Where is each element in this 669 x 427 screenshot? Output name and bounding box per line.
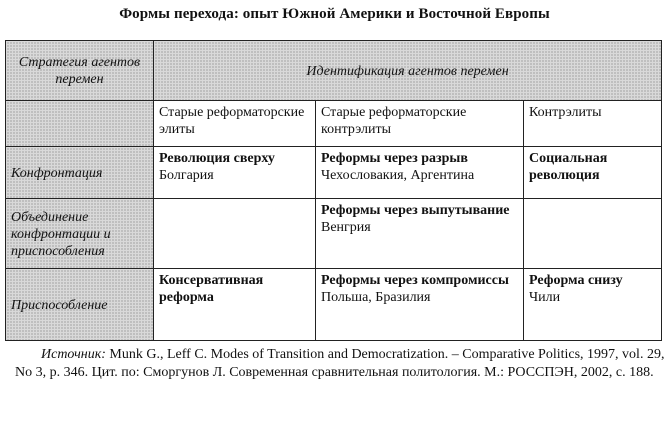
table-cell [316, 199, 524, 269]
cell-bold: Реформы через выпутывание [321, 203, 510, 218]
cell-bold: Революция сверху [159, 151, 275, 166]
column-header-row [6, 101, 662, 147]
transition-forms-table [5, 40, 662, 341]
cell-bold: Социальная революция [529, 151, 608, 183]
cell-text: Венгрия [321, 220, 371, 235]
corner-cell [6, 41, 154, 101]
column-header: Старые реформаторские контрэлиты [316, 101, 524, 147]
table-cell [524, 147, 662, 199]
table-cell [316, 269, 524, 341]
table-cell [524, 269, 662, 341]
table-cell [154, 147, 316, 199]
column-header: Контрэлиты [524, 101, 662, 147]
table-cell [154, 199, 316, 269]
table-header-row [6, 41, 662, 101]
corner-label: Стратегия агентов перемен [18, 55, 141, 87]
row-label: Приспособление [6, 269, 154, 341]
table-row [6, 199, 662, 269]
table-row [6, 147, 662, 199]
source-label: Источник: [41, 347, 106, 362]
cell-bold: Реформа снизу [529, 273, 623, 288]
cell-text: Польша, Бразилия [321, 290, 431, 305]
cell-bold: Реформы через компромиссы [321, 273, 509, 288]
table-cell [154, 269, 316, 341]
cell-bold: Реформы через разрыв [321, 151, 468, 166]
empty-shaded-cell [6, 101, 154, 147]
column-header: Старые реформаторские элиты [154, 101, 316, 147]
cell-text: Болгария [159, 168, 214, 183]
cell-text: Чили [529, 290, 561, 305]
table-cell [524, 199, 662, 269]
header-label: Идентификация агентов перемен [306, 63, 509, 79]
row-label: Конфронтация [6, 147, 154, 199]
cell-bold: Консервативная реформа [159, 273, 264, 305]
cell-text: Чехословакия, Аргентина [321, 168, 475, 183]
table-title: Формы перехода: опыт Южной Америки и Восточной Европы [119, 6, 550, 22]
table-row [6, 269, 662, 341]
header-cell [154, 41, 662, 101]
source-note [15, 346, 665, 382]
source-text: Munk G., Leff C. Modes of Transition and Democratization. – Comparative Politics, 1997, vol. 29, No 3, p. 346. Цит. по: Сморгунов Л. Современная сравнительная политология. М.: РОССПЭН, 2002, с. 188. [15, 347, 665, 380]
row-label: Объединение конфронтации и приспособления [6, 199, 154, 269]
table-cell [316, 147, 524, 199]
